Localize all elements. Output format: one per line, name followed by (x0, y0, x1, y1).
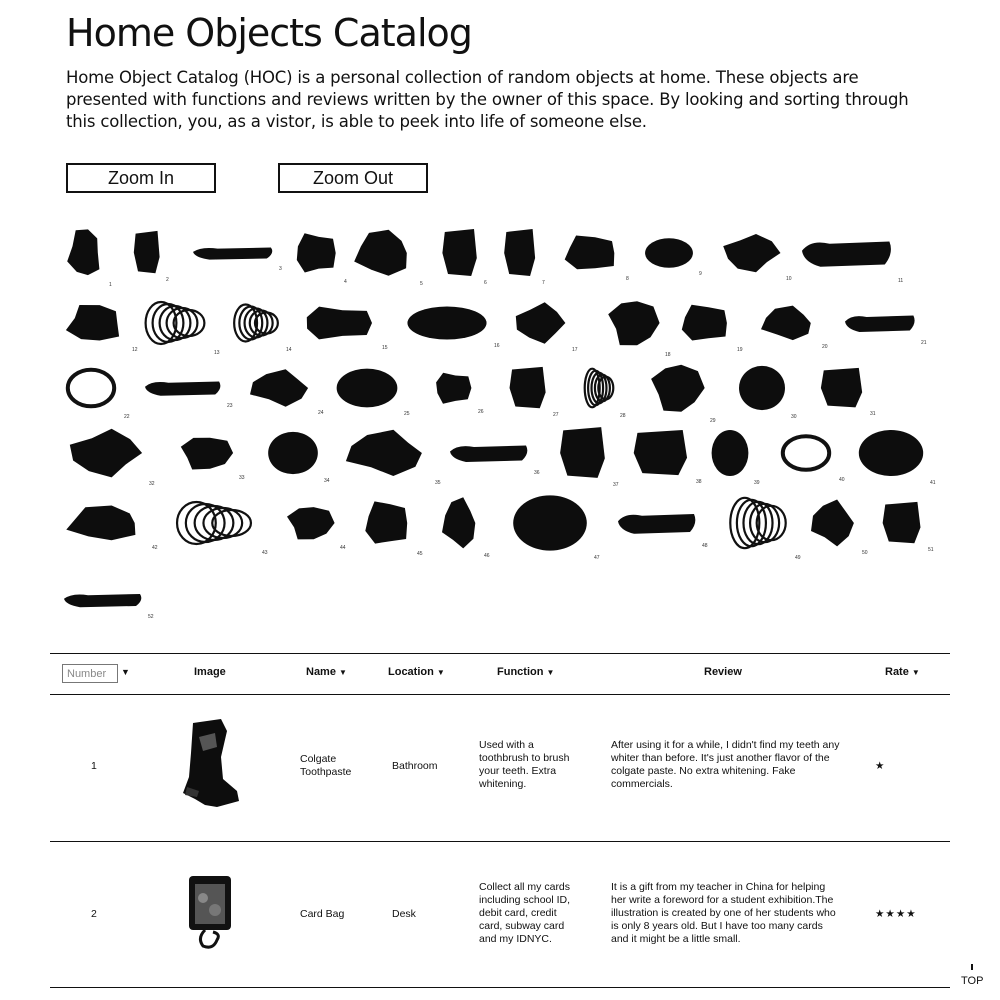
object-silhouette-icon (630, 429, 692, 477)
header-location[interactable] (388, 666, 445, 678)
zoom-out-button[interactable]: Zoom Out (278, 163, 428, 193)
object-thumbnail[interactable] (880, 501, 934, 553)
object-thumbnail[interactable] (643, 237, 702, 277)
object-number-label: 2 (166, 277, 169, 283)
object-number-label: 37 (613, 481, 619, 488)
row-rating: ★ (875, 760, 886, 772)
header-rate[interactable] (885, 666, 920, 678)
page-title: Home Objects Catalog (66, 11, 472, 55)
row-location: Bathroom (392, 760, 438, 772)
object-number-label: 20 (822, 343, 828, 350)
object-thumbnail[interactable] (856, 428, 936, 486)
object-number-label: 27 (553, 411, 559, 418)
object-thumbnail[interactable] (582, 365, 626, 419)
object-silhouette-icon (720, 232, 782, 274)
object-thumbnail[interactable] (62, 301, 138, 353)
object-thumbnail[interactable] (440, 228, 487, 286)
table-row[interactable] (50, 841, 950, 988)
back-to-top-button[interactable] (960, 963, 986, 991)
object-thumbnail[interactable] (630, 429, 702, 485)
row-name: Colgate Toothpaste (300, 753, 352, 778)
object-silhouette-icon (230, 301, 282, 345)
object-silhouette-icon (560, 232, 622, 274)
object-number-label: 23 (227, 402, 233, 409)
object-silhouette-icon (725, 493, 791, 553)
object-silhouette-icon (65, 427, 145, 479)
card-bag-thumbnail-icon (183, 874, 239, 950)
object-number-label: 51 (928, 546, 934, 553)
object-thumbnail[interactable] (62, 364, 130, 420)
object-silhouette-icon (758, 304, 818, 342)
object-number-label: 18 (665, 351, 671, 358)
object-thumbnail[interactable] (845, 308, 927, 346)
row-review: It is a gift from my teacher in China for helping her write a foreword for a student exhibition.The illustration is created by one of her students who is only 8 years old. But I have too many cards and it might be a little small. (611, 881, 836, 945)
object-number-label: 19 (737, 346, 743, 353)
object-silhouette-icon (284, 503, 336, 543)
object-silhouette-icon (65, 225, 105, 280)
object-silhouette-icon (677, 301, 733, 345)
object-thumbnail[interactable] (140, 298, 220, 356)
object-number-label: 49 (795, 554, 801, 561)
object-number-label: 48 (702, 542, 708, 549)
object-number-label: 38 (696, 478, 702, 485)
object-thumbnail[interactable] (677, 301, 743, 353)
object-thumbnail[interactable] (351, 227, 423, 287)
object-silhouette-icon (298, 303, 378, 343)
object-number-label: 41 (930, 479, 936, 486)
object-silhouette-icon (193, 242, 275, 264)
row-image[interactable] (175, 717, 245, 817)
object-thumbnail[interactable] (618, 505, 708, 549)
object-number-label: 10 (786, 275, 792, 282)
object-thumbnail[interactable] (284, 503, 346, 551)
object-silhouette-icon (643, 237, 695, 269)
object-silhouette-icon (507, 366, 549, 410)
intro-text: Home Object Catalog (HOC) is a personal collection of random objects at home. These objects are presented with functions and reviews written by the owner of this space. By looking and sorting through this collection, you, as a vistor, is able to peek into life of someone else. (66, 68, 909, 131)
object-silhouette-icon (512, 301, 568, 345)
object-silhouette-icon (818, 367, 866, 409)
object-silhouette-icon (341, 428, 431, 478)
object-number-label: 21 (921, 339, 927, 346)
object-number-label: 31 (870, 410, 876, 417)
object-silhouette-icon (557, 426, 609, 480)
object-silhouette-icon (802, 230, 894, 276)
object-number-label: 52 (148, 613, 154, 620)
function-sort-icon: ▼ (546, 668, 555, 677)
object-number-label: 6 (484, 279, 487, 286)
object-silhouette-icon (132, 230, 162, 275)
object-number-label: 11 (898, 277, 904, 284)
object-number-label: 28 (620, 412, 626, 419)
object-silhouette-icon (145, 375, 223, 401)
object-number-label: 9 (699, 270, 702, 277)
header-rate-label: Rate (885, 666, 909, 678)
object-thumbnail[interactable] (512, 301, 578, 353)
object-number-label: 1 (109, 282, 112, 288)
row-image[interactable] (183, 874, 239, 954)
object-silhouette-icon (710, 428, 750, 478)
header-function[interactable] (497, 666, 554, 678)
row-review: After using it for a while, I didn't find my teeth any whiter than before. It's just another flavor of the colgate paste. No extra whitening. Fake commercials. (611, 739, 840, 790)
object-thumbnail[interactable] (246, 368, 324, 416)
object-number-label: 32 (149, 480, 155, 487)
header-function-label: Function (497, 666, 544, 678)
object-number-label: 8 (626, 275, 629, 282)
object-silhouette-icon (502, 228, 538, 278)
object-thumbnail[interactable] (266, 430, 330, 484)
rate-sort-icon: ▼ (911, 668, 920, 677)
object-thumbnail[interactable] (725, 493, 801, 561)
object-silhouette-icon (351, 227, 416, 279)
object-silhouette-icon (450, 438, 530, 468)
row-location: Desk (392, 908, 416, 920)
object-thumbnail[interactable] (341, 428, 441, 486)
number-filter-input[interactable] (62, 664, 118, 683)
toothpaste-thumbnail-icon (175, 717, 245, 813)
object-number-label: 24 (318, 409, 324, 416)
object-silhouette-icon (605, 296, 661, 350)
number-sort-icon[interactable]: ▼ (121, 667, 130, 677)
object-number-label: 26 (478, 408, 484, 415)
object-thumbnail[interactable] (808, 498, 868, 556)
object-number-label: 17 (572, 346, 578, 353)
object-thumbnail[interactable] (510, 493, 600, 561)
object-number-label: 44 (340, 544, 346, 551)
object-thumbnail[interactable] (502, 228, 545, 286)
object-silhouette-icon (856, 428, 926, 478)
table-header (50, 653, 950, 695)
name-sort-icon: ▼ (339, 668, 347, 677)
object-number-label: 45 (417, 550, 423, 557)
object-silhouette-icon (880, 501, 924, 545)
object-silhouette-icon (808, 498, 858, 548)
object-thumbnail[interactable] (758, 304, 828, 350)
object-silhouette-icon (440, 228, 480, 278)
table-row[interactable] (50, 693, 950, 842)
top-label: TOP (961, 975, 984, 987)
object-silhouette-icon (62, 364, 120, 412)
object-thumbnail[interactable] (65, 225, 112, 288)
object-number-label: 36 (534, 469, 540, 476)
object-silhouette-icon (404, 305, 490, 341)
zoom-in-button[interactable]: Zoom In (66, 163, 216, 193)
object-thumbnail[interactable] (292, 229, 347, 285)
object-thumbnail[interactable] (440, 495, 490, 559)
header-location-label: Location (388, 666, 434, 678)
up-arrow-icon (971, 964, 973, 970)
object-silhouette-icon (292, 229, 340, 277)
header-review: Review (704, 666, 742, 678)
object-silhouette-icon (737, 364, 787, 412)
row-function: Collect all my cards including school ID, debit card, credit card, subway card and my IDNYC. (479, 881, 571, 945)
header-name[interactable] (306, 666, 347, 678)
object-thumbnail[interactable] (560, 232, 629, 282)
object-number-label: 47 (594, 554, 600, 561)
object-number-label: 33 (239, 474, 245, 481)
object-number-label: 34 (324, 477, 330, 484)
object-thumbnail[interactable] (132, 230, 169, 283)
object-thumbnail[interactable] (298, 303, 388, 351)
row-rating: ★★★★ (875, 908, 917, 920)
object-thumbnail[interactable] (710, 428, 760, 486)
object-thumbnail[interactable] (720, 232, 792, 282)
object-silhouette-icon (64, 588, 144, 612)
object-thumbnail[interactable] (432, 369, 484, 415)
object-silhouette-icon (170, 498, 258, 548)
object-number-label: 14 (286, 346, 292, 353)
object-thumbnail[interactable] (361, 497, 423, 557)
object-number-label: 42 (152, 544, 158, 551)
object-thumbnail[interactable] (648, 360, 716, 424)
object-thumbnail[interactable] (818, 367, 876, 417)
row-function: Used with a toothbrush to brush your teeth. Extra whitening. (479, 739, 570, 790)
object-number-label: 46 (484, 552, 490, 559)
object-number-label: 43 (262, 549, 268, 556)
object-number-label: 15 (382, 344, 388, 351)
object-silhouette-icon (334, 367, 400, 409)
object-silhouette-icon (440, 495, 480, 551)
object-number-label: 5 (420, 280, 423, 287)
object-number-label: 22 (124, 413, 130, 420)
object-number-label: 50 (862, 549, 868, 556)
object-number-label: 16 (494, 342, 500, 349)
row-name: Card Bag (300, 908, 345, 920)
object-number-label: 7 (542, 279, 545, 286)
object-thumbnail[interactable] (64, 588, 154, 620)
object-silhouette-icon (648, 360, 706, 416)
object-thumbnail[interactable] (605, 296, 671, 358)
object-silhouette-icon (618, 505, 698, 541)
object-silhouette-icon (246, 368, 314, 408)
object-thumbnail[interactable] (62, 503, 158, 551)
object-thumbnail[interactable] (334, 367, 410, 417)
object-silhouette-icon (361, 497, 413, 549)
object-thumbnail[interactable] (802, 230, 904, 284)
object-number-label: 40 (839, 476, 845, 483)
object-silhouette-icon (62, 301, 128, 345)
object-number-label: 25 (404, 410, 410, 417)
object-thumbnail[interactable] (507, 366, 559, 418)
row-number: 2 (91, 908, 97, 920)
object-number-label: 3 (279, 265, 282, 272)
location-sort-icon: ▼ (436, 668, 445, 677)
object-number-label: 12 (132, 346, 138, 353)
object-silhouette-icon (582, 365, 616, 411)
object-number-label: 4 (344, 278, 347, 285)
object-thumbnail[interactable] (170, 498, 268, 556)
object-thumbnail[interactable] (145, 375, 233, 409)
object-silhouette-icon (266, 430, 320, 476)
object-number-label: 39 (754, 479, 760, 486)
object-silhouette-icon (177, 433, 235, 473)
object-number-label: 30 (791, 413, 797, 420)
object-thumbnail[interactable] (777, 431, 845, 483)
object-thumbnail[interactable] (450, 438, 540, 476)
object-silhouette-icon (845, 308, 917, 338)
object-silhouette-icon (510, 493, 590, 553)
object-silhouette-icon (62, 503, 148, 543)
object-thumbnail[interactable] (65, 427, 155, 487)
object-number-label: 35 (435, 479, 441, 486)
object-thumbnail[interactable] (737, 364, 797, 420)
object-thumbnail[interactable] (404, 305, 500, 349)
object-number-label: 13 (214, 349, 220, 356)
row-number: 1 (91, 760, 97, 772)
object-silhouette-icon (777, 431, 835, 475)
header-image: Image (194, 666, 226, 678)
object-silhouette-icon (432, 369, 474, 407)
object-thumbnail[interactable] (177, 433, 245, 481)
object-thumbnail[interactable] (230, 301, 292, 353)
object-thumbnail[interactable] (193, 242, 282, 272)
header-name-label: Name (306, 666, 336, 678)
object-silhouette-icon (140, 298, 210, 348)
object-thumbnail[interactable] (557, 426, 619, 488)
object-number-label: 29 (710, 417, 716, 424)
